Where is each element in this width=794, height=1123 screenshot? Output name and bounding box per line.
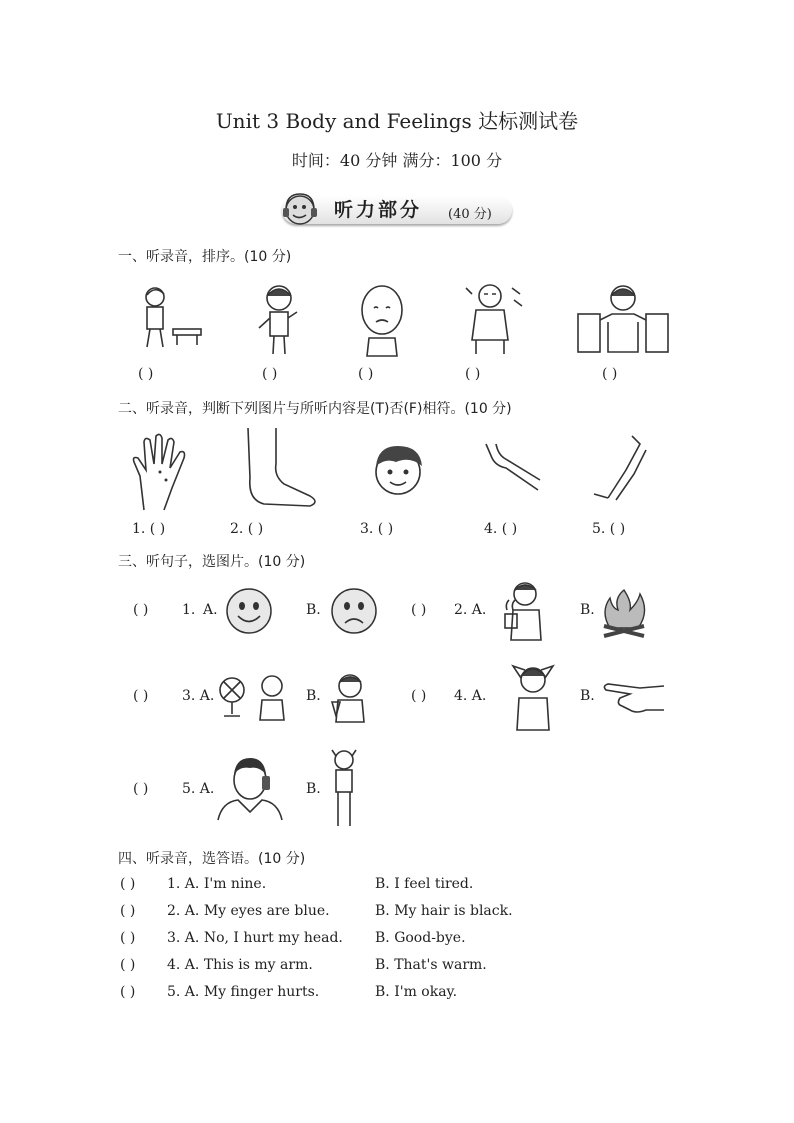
- s3-b-1: B.: [306, 602, 321, 618]
- s4-option-b-1: B. I feel tired.: [375, 876, 474, 892]
- s3-blank-4[interactable]: ( ): [411, 688, 427, 704]
- s4-option-b-5: B. I'm okay.: [375, 984, 458, 1000]
- s1-blank-5[interactable]: ( ): [602, 366, 618, 382]
- s3-a-1: A.: [203, 602, 218, 618]
- s4-option-a-3: 3. A. No, I hurt my head.: [167, 930, 343, 946]
- s4-option-b-3: B. Good-bye.: [375, 930, 466, 946]
- cold-grandpa-icon: [462, 280, 524, 358]
- happy-face-icon: [225, 587, 273, 635]
- s2-item-5[interactable]: 5. ( ): [592, 521, 626, 537]
- s3-num-2: 2. A.: [454, 602, 487, 618]
- s1-blank-4[interactable]: ( ): [465, 366, 481, 382]
- girl-eating-ice-cream-icon: [328, 672, 370, 724]
- arm-icon: [482, 440, 546, 496]
- campfire-icon: [598, 584, 650, 640]
- s1-blank-3[interactable]: ( ): [358, 366, 374, 382]
- hand-icon: [130, 432, 194, 512]
- s3-blank-1[interactable]: ( ): [133, 602, 149, 618]
- girl-waving-icon: [255, 282, 303, 358]
- girl-touching-head-icon: [505, 660, 559, 732]
- boy-face-icon: [368, 440, 428, 498]
- s4-option-a-1: 1. A. I'm nine.: [167, 876, 267, 892]
- s3-b-5: B.: [306, 781, 321, 797]
- s3-blank-3[interactable]: ( ): [133, 688, 149, 704]
- s4-option-a-4: 4. A. This is my arm.: [167, 957, 313, 973]
- s2-item-3[interactable]: 3. ( ): [360, 521, 394, 537]
- s3-b-3: B.: [306, 688, 321, 704]
- banner-label: 听力部分: [334, 199, 423, 221]
- s2-item-1[interactable]: 1. ( ): [132, 521, 166, 537]
- man-on-phone-icon: [218, 756, 284, 820]
- s4-option-b-4: B. That's warm.: [375, 957, 487, 973]
- s3-num-3: 3. A.: [182, 688, 215, 704]
- section-3-heading: 三、听句子，选图片。(10 分): [118, 554, 306, 570]
- s4-option-a-5: 5. A. My finger hurts.: [167, 984, 320, 1000]
- s3-num-5: 5. A.: [182, 781, 215, 797]
- sad-face-icon: [330, 587, 378, 635]
- girl-with-fan-icon: [218, 670, 292, 722]
- s2-item-4[interactable]: 4. ( ): [484, 521, 518, 537]
- foot-icon: [238, 428, 320, 510]
- s4-option-a-2: 2. A. My eyes are blue.: [167, 903, 330, 919]
- s3-b-4: B.: [580, 688, 595, 704]
- s3-b-2: B.: [580, 602, 595, 618]
- s2-item-2[interactable]: 2. ( ): [230, 521, 264, 537]
- leg-icon: [588, 434, 652, 502]
- s1-blank-1[interactable]: ( ): [138, 366, 154, 382]
- crying-girl-icon: [357, 282, 407, 358]
- section-4-heading: 四、听录音，选答语。(10 分): [118, 851, 306, 867]
- girl-with-stool-icon: [135, 285, 207, 355]
- headphone-mascot-icon: [280, 190, 324, 230]
- section-2-heading: 二、听录音，判断下列图片与所听内容是(T)否(F)相符。(10 分): [118, 401, 512, 417]
- s4-blank-1[interactable]: ( ): [120, 876, 136, 892]
- boy-holding-hot-cup-icon: [495, 580, 545, 642]
- s4-blank-5[interactable]: ( ): [120, 984, 136, 1000]
- banner-score: (40 分): [448, 207, 492, 222]
- s3-blank-5[interactable]: ( ): [133, 781, 149, 797]
- time-and-score: 时间：40 分钟 满分：100 分: [291, 151, 503, 170]
- section-1-heading: 一、听录音，排序。(10 分): [118, 249, 292, 265]
- s4-blank-2[interactable]: ( ): [120, 903, 136, 919]
- boy-standing-icon: [328, 748, 360, 830]
- s3-blank-2[interactable]: ( ): [411, 602, 427, 618]
- listening-banner: [270, 190, 514, 230]
- girl-with-towel-icon: [578, 282, 668, 356]
- s4-blank-4[interactable]: ( ): [120, 957, 136, 973]
- pointing-finger-icon: [600, 680, 664, 720]
- s1-blank-2[interactable]: ( ): [262, 366, 278, 382]
- s3-num-4: 4. A.: [454, 688, 487, 704]
- s3-num-1: 1.: [182, 602, 196, 618]
- s4-blank-3[interactable]: ( ): [120, 930, 136, 946]
- page-title: Unit 3 Body and Feelings 达标测试卷: [215, 109, 579, 133]
- s4-option-b-2: B. My hair is black.: [375, 903, 513, 919]
